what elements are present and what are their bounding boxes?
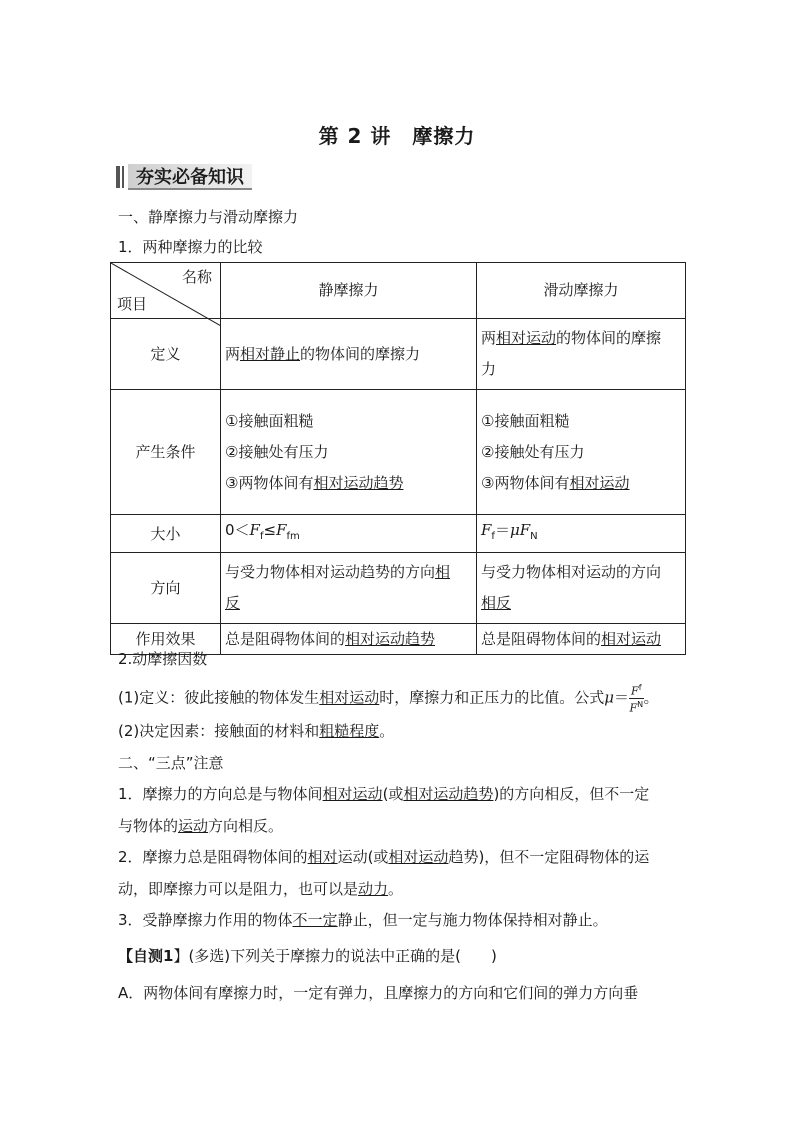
corner-label-item: 项目 xyxy=(117,295,148,313)
diagonal-corner-cell xyxy=(111,263,221,319)
cell-static-definition: 两相对静止的物体间的摩擦力 xyxy=(221,319,477,390)
banner-bar-thin xyxy=(122,166,124,188)
row-label-condition: 产生条件 xyxy=(111,390,221,515)
cell-static-direction: 与受力物体相对运动趋势的方向相 反 xyxy=(221,553,477,624)
note-3: 3．受静摩擦力作用的物体不一定静止，但一定与施力物体保持相对静止。 xyxy=(118,911,608,929)
comparison-table xyxy=(110,262,686,655)
section-heading-2: 二、“三点”注意 xyxy=(118,754,224,772)
cell-static-effect: 总是阻碍物体间的相对运动趋势 xyxy=(221,624,477,655)
header-sliding-friction: 滑动摩擦力 xyxy=(477,263,686,319)
note-2-line-1: 2．摩擦力总是阻碍物体间的相对运动(或相对运动趋势)，但不一定阻碍物体的运 xyxy=(118,848,650,866)
cell-sliding-direction: 与受力物体相对运动的方向 相反 xyxy=(477,553,686,624)
header-static-friction: 静摩擦力 xyxy=(221,263,477,319)
banner-bar-thick xyxy=(116,166,120,188)
option-a: A．两物体间有摩擦力时，一定有弹力，且摩擦力的方向和它们间的弹力方向垂 xyxy=(118,984,639,1002)
note-1-line-2: 与物体的运动方向相反。 xyxy=(118,817,284,835)
cell-sliding-condition: ①接触面粗糙 ②接触处有压力 ③两物体间有相对运动 xyxy=(477,390,686,515)
section-heading-1: 一、静摩擦力与滑动摩擦力 xyxy=(118,208,299,226)
table-row-magnitude xyxy=(111,515,686,553)
cell-sliding-definition: 两相对运动的物体间的摩擦 力 xyxy=(477,319,686,390)
formula-fraction: $\frac{F^f}{F^N}$ xyxy=(629,683,644,715)
section-banner xyxy=(116,164,276,190)
definition-line: (1)定义：彼此接触的物体发生相对运动时，摩擦力和正压力的比值。公式μ＝ $\frac{F^f}{F^N}$ 。 xyxy=(118,683,659,715)
note-2-line-2: 动，即摩擦力可以是阻力，也可以是动力。 xyxy=(118,880,404,898)
note-1-line-1: 1．摩擦力的方向总是与物体间相对运动(或相对运动趋势)的方向相反，但不一定 xyxy=(118,785,650,803)
row-label-definition: 定义 xyxy=(111,319,221,390)
table-row-direction xyxy=(111,553,686,624)
row-label-direction: 方向 xyxy=(111,553,221,624)
row-label-magnitude: 大小 xyxy=(111,515,221,553)
cell-static-condition: ①接触面粗糙 ②接触处有压力 ③两物体间有相对运动趋势 xyxy=(221,390,477,515)
row-label-effect: 作用效果 xyxy=(111,624,221,655)
self-test-question: 【自测1】(多选)下列关于摩擦力的说法中正确的是( ) xyxy=(118,947,497,965)
corner-label-name: 名称 xyxy=(181,268,212,286)
table-row-definition xyxy=(111,319,686,390)
factor-line: (2)决定因素：接触面的材料和粗糙程度。 xyxy=(118,722,395,740)
lesson-title: 第 2 讲 摩擦力 xyxy=(318,124,476,148)
cell-sliding-effect: 总是阻碍物体间的相对运动 xyxy=(477,624,686,655)
subheading-coefficient: 2.动摩擦因数 xyxy=(118,650,208,668)
cell-static-magnitude: $0<F_f\le F_{fm}$ xyxy=(221,515,477,553)
table-header-row xyxy=(111,263,686,319)
table-row-condition xyxy=(111,390,686,515)
banner-label: 夯实必备知识 xyxy=(128,164,252,190)
subheading-comparison: 1．两种摩擦力的比较 xyxy=(118,238,263,256)
cell-sliding-magnitude: $F_f=\mu F_N$ xyxy=(477,515,686,553)
